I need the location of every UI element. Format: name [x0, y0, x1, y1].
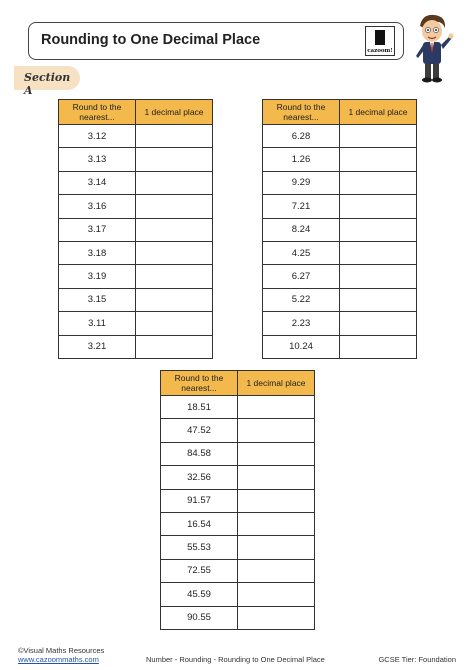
table-row: [59, 265, 213, 288]
question-value: 4.25: [263, 241, 340, 264]
table-row: [161, 489, 315, 512]
title-banner: [28, 22, 404, 60]
answer-cell[interactable]: [238, 583, 315, 606]
answer-cell[interactable]: [136, 171, 213, 194]
question-value: 3.19: [59, 265, 136, 288]
header-round-to: Round to the nearest...: [59, 100, 136, 125]
answer-cell[interactable]: [238, 536, 315, 559]
answer-cell[interactable]: [238, 419, 315, 442]
question-value: 45.59: [161, 583, 238, 606]
header-decimal-place: 1 decimal place: [238, 371, 315, 396]
section-label: Section A: [24, 71, 71, 97]
table-row: [263, 288, 417, 311]
table-row: [59, 288, 213, 311]
question-value: 3.11: [59, 312, 136, 335]
table-row: [161, 396, 315, 419]
footer-tier: GCSE Tier: Foundation: [378, 655, 456, 664]
answer-cell[interactable]: [238, 512, 315, 535]
question-value: 3.12: [59, 125, 136, 148]
question-value: 90.55: [161, 606, 238, 629]
footer-copyright: ©Visual Maths Resources: [18, 646, 105, 655]
question-value: 3.15: [59, 288, 136, 311]
answer-cell[interactable]: [238, 466, 315, 489]
question-value: 84.58: [161, 442, 238, 465]
table-row: [263, 265, 417, 288]
answer-cell[interactable]: [340, 288, 417, 311]
question-value: 3.16: [59, 195, 136, 218]
table-row: [263, 218, 417, 241]
table-row: [263, 335, 417, 358]
question-value: 3.13: [59, 148, 136, 171]
answer-cell[interactable]: [340, 218, 417, 241]
table-row: [263, 171, 417, 194]
section-tab: [14, 66, 80, 97]
table-row: [263, 125, 417, 148]
answer-cell[interactable]: [340, 335, 417, 358]
answer-cell[interactable]: [136, 265, 213, 288]
question-value: 8.24: [263, 218, 340, 241]
cazoom-logo: [365, 26, 395, 56]
answer-cell[interactable]: [340, 241, 417, 264]
question-value: 3.18: [59, 241, 136, 264]
rounding-table-b: [262, 99, 417, 359]
question-value: 10.24: [263, 335, 340, 358]
table-row: [161, 606, 315, 629]
question-value: 9.29: [263, 171, 340, 194]
question-value: 2.23: [263, 312, 340, 335]
table-row: [161, 419, 315, 442]
table-row: [59, 171, 213, 194]
table-row: [59, 195, 213, 218]
answer-cell[interactable]: [340, 125, 417, 148]
question-value: 1.26: [263, 148, 340, 171]
answer-cell[interactable]: [136, 195, 213, 218]
answer-cell[interactable]: [340, 195, 417, 218]
table-row: [59, 218, 213, 241]
question-value: 6.27: [263, 265, 340, 288]
table-header-row: [59, 100, 213, 125]
rounding-table-c: [160, 370, 315, 630]
answer-cell[interactable]: [238, 442, 315, 465]
page-title: Rounding to One Decimal Place: [41, 32, 261, 48]
table-row: [161, 442, 315, 465]
answer-cell[interactable]: [340, 148, 417, 171]
table-row: [161, 583, 315, 606]
question-value: 3.21: [59, 335, 136, 358]
answer-cell[interactable]: [238, 396, 315, 419]
answer-cell[interactable]: [238, 606, 315, 629]
logo-text: cazoom!: [367, 48, 393, 54]
header-decimal-place: 1 decimal place: [340, 100, 417, 125]
answer-cell[interactable]: [238, 489, 315, 512]
question-value: 47.52: [161, 419, 238, 442]
table-row: [161, 466, 315, 489]
question-value: 6.28: [263, 125, 340, 148]
question-value: 5.22: [263, 288, 340, 311]
answer-cell[interactable]: [136, 218, 213, 241]
answer-cell[interactable]: [340, 171, 417, 194]
table-row: [161, 536, 315, 559]
question-value: 3.14: [59, 171, 136, 194]
table-row: [161, 559, 315, 582]
answer-cell[interactable]: [340, 312, 417, 335]
table-header-row: [263, 100, 417, 125]
question-value: 7.21: [263, 195, 340, 218]
footer-copyright-block: [18, 646, 104, 664]
mascot-boy-icon: [408, 12, 456, 84]
question-value: 16.54: [161, 512, 238, 535]
table-row: [263, 148, 417, 171]
logo-mark-icon: [375, 30, 385, 45]
table-row: [263, 312, 417, 335]
question-value: 91.57: [161, 489, 238, 512]
answer-cell[interactable]: [136, 241, 213, 264]
question-value: 55.53: [161, 536, 238, 559]
table-row: [263, 241, 417, 264]
rounding-table-a: [58, 99, 213, 359]
answer-cell[interactable]: [136, 125, 213, 148]
table-row: [161, 512, 315, 535]
answer-cell[interactable]: [136, 148, 213, 171]
answer-cell[interactable]: [136, 312, 213, 335]
question-value: 32.56: [161, 466, 238, 489]
header-decimal-place: 1 decimal place: [136, 100, 213, 125]
table-row: [59, 312, 213, 335]
question-value: 3.17: [59, 218, 136, 241]
table-row: [263, 195, 417, 218]
answer-cell[interactable]: [136, 288, 213, 311]
table-row: [59, 148, 213, 171]
answer-cell[interactable]: [340, 265, 417, 288]
answer-cell[interactable]: [136, 335, 213, 358]
table-row: [59, 335, 213, 358]
header-round-to: Round to the nearest...: [263, 100, 340, 125]
question-value: 72.55: [161, 559, 238, 582]
question-value: 18.51: [161, 396, 238, 419]
table-header-row: [161, 371, 315, 396]
footer-website-link[interactable]: www.cazoommaths.com: [18, 655, 99, 664]
header-round-to: Round to the nearest...: [161, 371, 238, 396]
answer-cell[interactable]: [238, 559, 315, 582]
table-row: [59, 125, 213, 148]
footer-topic: Number - Rounding - Rounding to One Decimal Place: [146, 655, 325, 664]
table-row: [59, 241, 213, 264]
